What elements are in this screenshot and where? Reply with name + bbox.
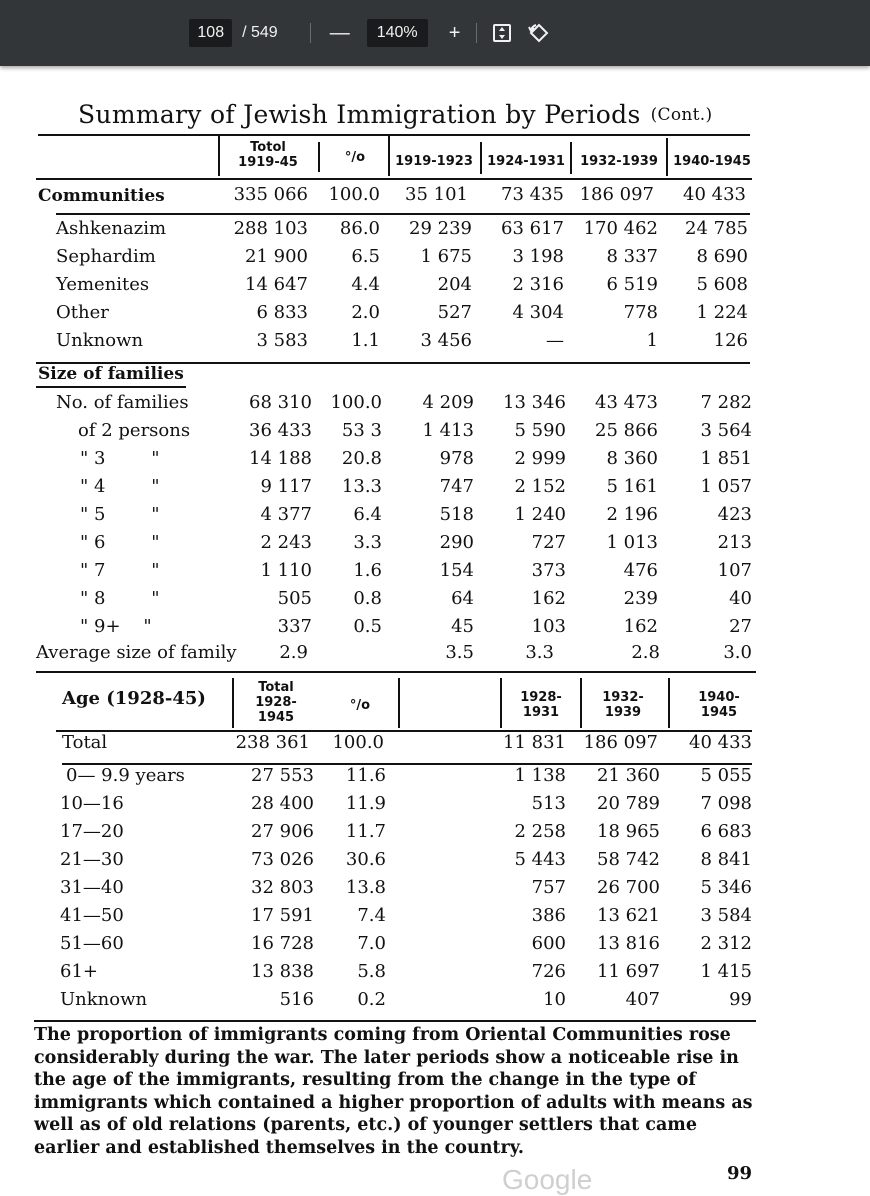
- cell-1932-1939: 186 097: [579, 184, 654, 205]
- table-cell: 1 675: [420, 246, 472, 267]
- table-cell: 290: [439, 532, 474, 553]
- cell-percent: 100.0: [332, 732, 384, 753]
- table-cell: 107: [717, 560, 752, 581]
- page-title: [78, 100, 712, 129]
- row-label: Yemenites: [56, 274, 150, 295]
- col-header-1919-1923: 1919-1923: [395, 154, 473, 169]
- table-cell: 4.4: [351, 274, 380, 295]
- table-cell: 505: [277, 588, 312, 609]
- section-title-families: Size of families: [38, 364, 184, 384]
- row-label: 31—40: [60, 877, 124, 898]
- table-cell: 25 866: [595, 420, 658, 441]
- table-row: [0, 560, 870, 586]
- table-cell: 518: [439, 504, 474, 525]
- table-cell: 7.0: [357, 933, 386, 954]
- table-cell: 1 224: [696, 302, 748, 323]
- cell-1919-1923: 3.5: [445, 642, 474, 663]
- table-cell: 727: [531, 532, 566, 553]
- table-cell: 73 026: [251, 849, 314, 870]
- table-cell: 6 833: [256, 302, 308, 323]
- row-label: Communities: [38, 186, 165, 206]
- row-label: 61+: [60, 961, 98, 982]
- pdf-toolbar: [0, 0, 870, 66]
- table-cell: 2 999: [514, 448, 566, 469]
- table-cell: 747: [439, 476, 474, 497]
- table-cell: 100.0: [330, 392, 382, 413]
- table-row: [0, 392, 870, 418]
- table-cell: 24 785: [685, 218, 748, 239]
- header-divider: [398, 678, 400, 728]
- table-cell: 2 312: [700, 933, 752, 954]
- table-cell: 13.3: [341, 476, 382, 497]
- table-cell: 1 415: [700, 961, 752, 982]
- table-row: [0, 504, 870, 530]
- table-cell: 3 583: [256, 330, 308, 351]
- table-cell: 3 456: [420, 330, 472, 351]
- table-cell: 239: [623, 588, 658, 609]
- cell-percent: 100.0: [328, 184, 380, 205]
- table-cell: 53 3: [341, 420, 382, 441]
- table-cell: 7.4: [357, 905, 386, 926]
- table-cell: 423: [717, 504, 752, 525]
- row-rule: [34, 1020, 756, 1022]
- col-header-1932-1939: 1932-1939: [580, 154, 658, 169]
- table-cell: 20 789: [597, 793, 660, 814]
- table-cell: 8 690: [696, 246, 748, 267]
- header-divider: [388, 136, 390, 176]
- table-cell: 516: [279, 989, 314, 1010]
- table-cell: 5 590: [514, 420, 566, 441]
- table-row-age-total: [0, 732, 870, 758]
- table-cell: 36 433: [249, 420, 312, 441]
- table-cell: 11.6: [345, 765, 386, 786]
- row-label: 10—16: [60, 793, 124, 814]
- cell-1932-1939: 2.8: [631, 642, 660, 663]
- col-header-1932-1939: 1932- 1939: [602, 690, 644, 720]
- table-cell: 126: [713, 330, 748, 351]
- table-cell: 4 209: [422, 392, 474, 413]
- table-cell: 0.8: [353, 588, 382, 609]
- table-cell: 13 816: [597, 933, 660, 954]
- table-cell: 3 198: [512, 246, 564, 267]
- row-label: Ashkenazim: [56, 218, 167, 239]
- table-cell: 1 138: [514, 765, 566, 786]
- title-text: Summary of Jewish Immigration by Periods: [78, 100, 641, 129]
- row-label: " 7 ": [80, 560, 160, 581]
- table-cell: 103: [531, 616, 566, 637]
- table-cell: —: [546, 330, 564, 351]
- row-label: 21—30: [60, 849, 124, 870]
- table-cell: 14 647: [245, 274, 308, 295]
- table-cell: 17 591: [251, 905, 314, 926]
- table-row: [0, 616, 870, 642]
- table-cell: 513: [531, 793, 566, 814]
- table-cell: 0.2: [357, 989, 386, 1010]
- table-cell: 476: [623, 560, 658, 581]
- row-label: 51—60: [60, 933, 124, 954]
- table-cell: 68 310: [249, 392, 312, 413]
- table-cell: 64: [451, 588, 474, 609]
- table-cell: 757: [531, 877, 566, 898]
- header-divider: [570, 142, 572, 174]
- row-label: " 4 ": [80, 476, 160, 497]
- col-header-percent: °/o: [349, 698, 371, 713]
- row-label: 41—50: [60, 905, 124, 926]
- table-row: [0, 218, 870, 244]
- table-cell: 2 316: [512, 274, 564, 295]
- table-cell: 30.6: [345, 849, 386, 870]
- table-cell: 8 337: [606, 246, 658, 267]
- table-cell: 5 055: [700, 765, 752, 786]
- table-cell: 2.0: [351, 302, 380, 323]
- cell-1940-1945: 40 433: [689, 732, 752, 753]
- table-cell: 29 239: [409, 218, 472, 239]
- header-divider: [580, 678, 582, 728]
- table-row: [0, 989, 870, 1015]
- col-header-1940-1945: 1940- 1945: [698, 690, 740, 720]
- table-cell: 1 057: [700, 476, 752, 497]
- table-row-communities: [0, 184, 870, 210]
- table-cell: 162: [531, 588, 566, 609]
- table-row: [0, 476, 870, 502]
- table-cell: 162: [623, 616, 658, 637]
- cell-1940-1945: 3.0: [723, 642, 752, 663]
- rotate-icon[interactable]: [527, 21, 551, 45]
- row-label: 17—20: [60, 821, 124, 842]
- row-label: Average size of family: [36, 642, 237, 663]
- row-label: " 5 ": [80, 504, 160, 525]
- row-label: 0— 9.9 years: [66, 765, 185, 786]
- table-cell: 27 906: [251, 821, 314, 842]
- table-cell: 7 282: [700, 392, 752, 413]
- table-cell: 13 621: [597, 905, 660, 926]
- table-cell: 13 346: [503, 392, 566, 413]
- header-divider: [668, 678, 670, 728]
- table-cell: 337: [277, 616, 312, 637]
- header-divider: [500, 678, 502, 728]
- table-cell: 3.3: [353, 532, 382, 553]
- table-cell: 5 346: [700, 877, 752, 898]
- table-cell: 204: [437, 274, 472, 295]
- header-divider: [232, 678, 234, 728]
- cell-1924-1931: 73 435: [501, 184, 564, 205]
- cell-total: 335 066: [233, 184, 308, 205]
- table-row: [0, 765, 870, 791]
- table-row: [0, 420, 870, 446]
- toolbar-divider: [476, 23, 477, 43]
- table-cell: 43 473: [595, 392, 658, 413]
- table-cell: 2 243: [260, 532, 312, 553]
- row-rule: [56, 213, 750, 215]
- table-cell: 5 608: [696, 274, 748, 295]
- table-cell: 86.0: [339, 218, 380, 239]
- table-cell: 386: [531, 905, 566, 926]
- col-header-1940-1945: 1940-1945: [673, 154, 751, 169]
- table-cell: 8 360: [606, 448, 658, 469]
- table-cell: 63 617: [501, 218, 564, 239]
- table-cell: 3 584: [700, 905, 752, 926]
- table-cell: 600: [531, 933, 566, 954]
- cell-total: 238 361: [235, 732, 310, 753]
- table-cell: 778: [623, 302, 658, 323]
- table-cell: 45: [451, 616, 474, 637]
- row-label: Sephardim: [56, 246, 156, 267]
- table-cell: 58 742: [597, 849, 660, 870]
- table-cell: 1 240: [514, 504, 566, 525]
- table-cell: 1 110: [260, 560, 312, 581]
- cell-1919-1923: 35 101: [405, 184, 468, 205]
- table-cell: 373: [531, 560, 566, 581]
- table-row: [0, 330, 870, 356]
- row-rule: [36, 386, 186, 388]
- col-header-total: Total 1928- 1945: [255, 680, 297, 725]
- row-label: Unknown: [60, 989, 148, 1010]
- row-label: Unknown: [56, 330, 144, 351]
- top-rule: [38, 134, 750, 136]
- table-cell: 2 258: [514, 821, 566, 842]
- row-label: of 2 persons: [78, 420, 191, 441]
- table-cell: 20.8: [341, 448, 382, 469]
- table-cell: 32 803: [251, 877, 314, 898]
- table-cell: 6 519: [606, 274, 658, 295]
- table-cell: 27 553: [251, 765, 314, 786]
- zoom-out-button[interactable]: —: [329, 21, 350, 44]
- table-cell: 99: [729, 989, 752, 1010]
- summary-paragraph: The proportion of immigrants coming from Oriental Communities rose considerably during the war. The later periods show a noticeable rise in the age of the immigrants, resulting from the change in the type of immigrants which contained a higher proportion of adults with means as well as of old relations (parents, etc.) of younger settlers that came earlier and established themselves in the country.: [34, 1025, 753, 1158]
- table-cell: 40: [729, 588, 752, 609]
- table-row: [0, 849, 870, 875]
- col-header-percent: °/o: [344, 150, 366, 165]
- table-row: [0, 793, 870, 819]
- page-number: 99: [726, 1163, 752, 1184]
- table-cell: 4 304: [512, 302, 564, 323]
- table-cell: 16 728: [251, 933, 314, 954]
- table-cell: 5 161: [606, 476, 658, 497]
- page-number-input[interactable]: 108: [189, 19, 232, 47]
- header-bottom-rule: [36, 178, 752, 180]
- table-row-average: [0, 642, 870, 668]
- section-title-age: Age (1928-45): [62, 688, 206, 709]
- table-cell: 0.5: [353, 616, 382, 637]
- zoom-level-input[interactable]: 140%: [367, 19, 428, 47]
- table-cell: 726: [531, 961, 566, 982]
- table-cell: 4 377: [260, 504, 312, 525]
- table-row: [0, 532, 870, 558]
- fit-to-page-icon[interactable]: [493, 24, 511, 42]
- table-cell: 6.4: [353, 504, 382, 525]
- row-label: " 9+ ": [80, 616, 152, 637]
- table-cell: 28 400: [251, 793, 314, 814]
- table-cell: 5 443: [514, 849, 566, 870]
- row-label: No. of families: [56, 392, 189, 413]
- row-label: Total: [62, 732, 108, 753]
- table-cell: 8 841: [700, 849, 752, 870]
- header-divider: [218, 136, 220, 176]
- col-header-1928-1931: 1928- 1931: [520, 690, 562, 720]
- cell-1940-1945: 40 433: [683, 184, 746, 205]
- table-cell: 11 697: [597, 961, 660, 982]
- table-row: [0, 933, 870, 959]
- header-divider: [318, 142, 320, 172]
- title-suffix: (Cont.): [650, 105, 713, 125]
- table-cell: 2 196: [606, 504, 658, 525]
- cell-1928-1931: 11 831: [503, 732, 566, 753]
- table-cell: 1.6: [353, 560, 382, 581]
- table-cell: 10: [543, 989, 566, 1010]
- table-cell: 154: [439, 560, 474, 581]
- row-label: " 3 ": [80, 448, 160, 469]
- table-cell: 7 098: [700, 793, 752, 814]
- cell-total: 2.9: [279, 642, 308, 663]
- table-cell: 11.9: [345, 793, 386, 814]
- table-cell: 21 900: [245, 246, 308, 267]
- col-header-total: Totol 1919-45: [238, 140, 298, 170]
- page-total: / 549: [242, 24, 278, 41]
- row-label: " 8 ": [80, 588, 160, 609]
- table-cell: 2 152: [514, 476, 566, 497]
- table-row: [0, 302, 870, 328]
- table-cell: 213: [717, 532, 752, 553]
- table-cell: 1 413: [422, 420, 474, 441]
- table-cell: 1.1: [351, 330, 380, 351]
- table-cell: 11.7: [345, 821, 386, 842]
- table-cell: 26 700: [597, 877, 660, 898]
- table-cell: 3 564: [700, 420, 752, 441]
- table-row: [0, 448, 870, 474]
- table-row: [0, 961, 870, 987]
- table-cell: 27: [729, 616, 752, 637]
- table-cell: 1 851: [700, 448, 752, 469]
- table-cell: 1: [646, 330, 658, 351]
- table-cell: 21 360: [597, 765, 660, 786]
- row-rule: [36, 671, 756, 673]
- table-cell: 527: [437, 302, 472, 323]
- header-divider: [666, 138, 668, 176]
- table-cell: 170 462: [583, 218, 658, 239]
- table-cell: 288 103: [233, 218, 308, 239]
- table-row: [0, 877, 870, 903]
- table-cell: 9 117: [260, 476, 312, 497]
- table-cell: 14 188: [249, 448, 312, 469]
- table-cell: 1 013: [606, 532, 658, 553]
- watermark: Google: [502, 1164, 593, 1195]
- header-divider: [480, 142, 482, 174]
- table-row: [0, 905, 870, 931]
- table-cell: 5.8: [357, 961, 386, 982]
- table-row: [0, 274, 870, 300]
- table-row: [0, 588, 870, 614]
- col-header-1924-1931: 1924-1931: [487, 154, 565, 169]
- table-cell: 978: [439, 448, 474, 469]
- row-label: Other: [56, 302, 109, 323]
- table-cell: 13.8: [345, 877, 386, 898]
- document-page: [0, 66, 870, 1195]
- table-cell: 6.5: [351, 246, 380, 267]
- zoom-in-button[interactable]: +: [448, 21, 461, 44]
- table-cell: 407: [625, 989, 660, 1010]
- row-label: " 6 ": [80, 532, 160, 553]
- cell-1932-1939: 186 097: [583, 732, 658, 753]
- toolbar-divider: [310, 23, 311, 43]
- table-cell: 6 683: [700, 821, 752, 842]
- cell-1924-1931: 3.3: [525, 642, 554, 663]
- table-row: [0, 821, 870, 847]
- table-row: [0, 246, 870, 272]
- table-cell: 18 965: [597, 821, 660, 842]
- table-cell: 13 838: [251, 961, 314, 982]
